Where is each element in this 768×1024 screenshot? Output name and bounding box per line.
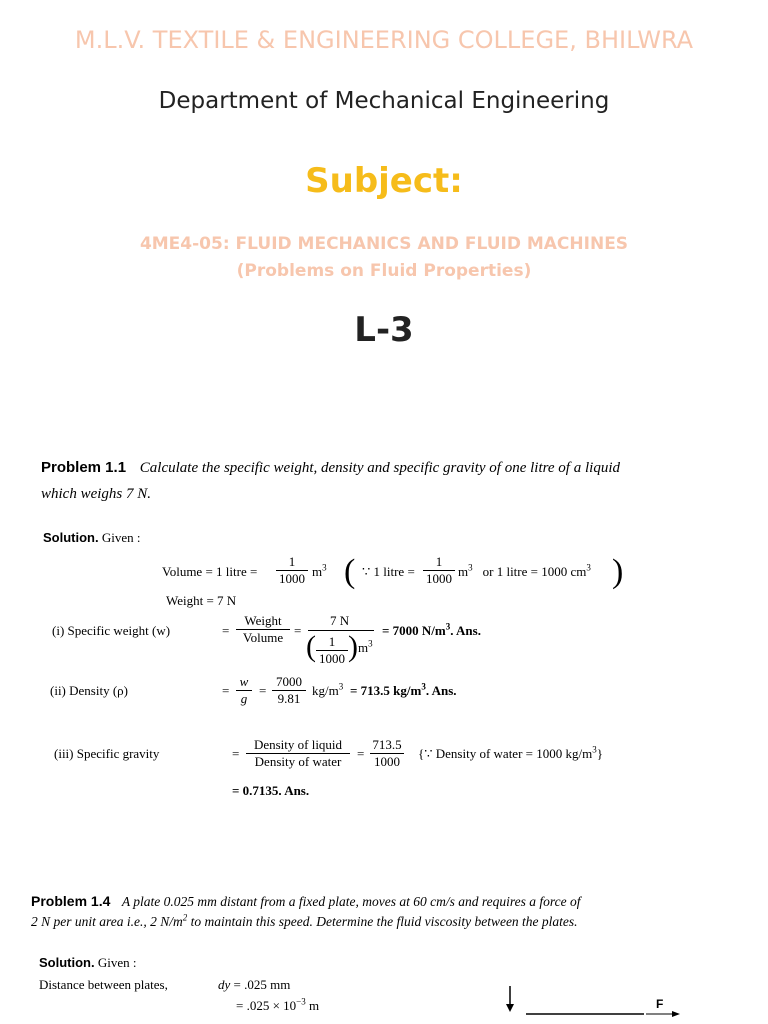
problem-1-4-solution [39, 955, 137, 971]
density-result: = 713.5 $kg/m^3$. Ans. [350, 681, 457, 698]
arrow-head-icon [506, 1004, 514, 1012]
problem-1-1-text: Calculate the specific weight, density and specific gravity of one litre of a liquid [139, 460, 620, 476]
distance-value-si: = $.025 \times 10^{-3}$ m [236, 996, 320, 1013]
equals-sign: = [357, 746, 365, 761]
litre-equivalence: $m^3$ or 1 litre = 1000 $cm^3$ [458, 562, 591, 579]
specific-weight-result: = 7000 $N/m^3$. Ans. [382, 621, 481, 638]
equals-sign: = [259, 683, 267, 698]
litre-fraction: $\frac{1}{1000}$ [423, 554, 455, 587]
subject-label: Subject: [305, 161, 463, 201]
7135-over-1000: $\frac{713.5}{1000}$ [370, 737, 404, 770]
plate-diagram [500, 984, 700, 1024]
problem-1-4-title: Problem 1.4 [31, 893, 111, 909]
specific-weight-label: (i) Specific weight (w) [52, 623, 171, 638]
problem-1-4-statement-line1 [31, 893, 580, 911]
equals-sign: = [232, 746, 240, 761]
litre-note: ∵ 1 litre = [362, 564, 415, 579]
lecture-number: L-3 [354, 310, 414, 350]
open-paren: ( [306, 630, 316, 663]
weight-over-volume: Weight Volume [236, 613, 290, 646]
given-label: Given : [101, 530, 141, 545]
close-paren: ) [612, 553, 624, 590]
given-label: Given : [97, 955, 137, 970]
problem-1-1-statement-line2: which weighs 7 N. [41, 486, 152, 502]
volume-fraction: $\frac{1}{1000}$ [276, 554, 308, 587]
college-name: M.L.V. TEXTILE & ENGINEERING COLLEGE, BHILWRA [74, 26, 694, 54]
course-title: 4ME4-05: FLUID MECHANICS AND FLUID MACHINES [139, 234, 629, 254]
specific-gravity-label: (iii) Specific gravity [54, 746, 160, 761]
specific-gravity-result: = 0.7135. Ans. [232, 783, 310, 798]
solution-label: Solution. [43, 530, 99, 545]
close-paren: ) [348, 630, 358, 663]
problem-1-1-title: Problem 1.1 [41, 459, 127, 476]
seven-n: 7 N [330, 613, 350, 628]
density-unit: $kg/m^3$ [312, 681, 344, 698]
density-ratio: Density of liquid Density of water [246, 737, 350, 770]
m3-unit: $m^3$ [358, 638, 373, 655]
department-name: Department of Mechanical Engineering [158, 88, 610, 114]
equals-sign: = [222, 683, 230, 698]
course-subtitle: (Problems on Fluid Properties) [236, 261, 532, 281]
distance-label: Distance between plates, [39, 977, 168, 992]
problem-1-1-solution [43, 530, 141, 546]
w-over-g: $\frac{w}{g}$ [236, 674, 252, 707]
solution-label: Solution. [39, 955, 95, 970]
problem-1-4-text: A plate 0.025 mm distant from a fixed plate, moves at 60 cm/s and requires a force of [121, 894, 581, 909]
volume-unit: $m^3$ [312, 562, 327, 579]
water-density-note: {∵ Density of water = 1000 $kg/m^3$} [418, 744, 603, 761]
fraction-bar [308, 630, 374, 631]
force-arrow-head-icon [672, 1011, 680, 1017]
density-label: (ii) Density (ρ) [50, 683, 128, 698]
7000-over-981: $\frac{7000}{9.81}$ [272, 674, 306, 707]
distance-value: dy = .025 mm [218, 977, 291, 992]
problem-1-1-statement-line1 [41, 459, 620, 477]
equals-sign: = [294, 623, 302, 638]
one-over-thousand: $\frac{1}{1000}$ [316, 634, 348, 667]
weight-given: Weight = 7 N [166, 593, 237, 608]
problem-1-4-statement-line2: 2 N per unit area i.e., 2 $N/m^2$ to maintain this speed. Determine the fluid viscosity between the plates. [31, 912, 578, 929]
open-paren: ( [344, 553, 356, 590]
volume-label: Volume = 1 litre = [162, 564, 258, 579]
equals-sign: = [222, 623, 230, 638]
force-label: F [656, 997, 664, 1011]
